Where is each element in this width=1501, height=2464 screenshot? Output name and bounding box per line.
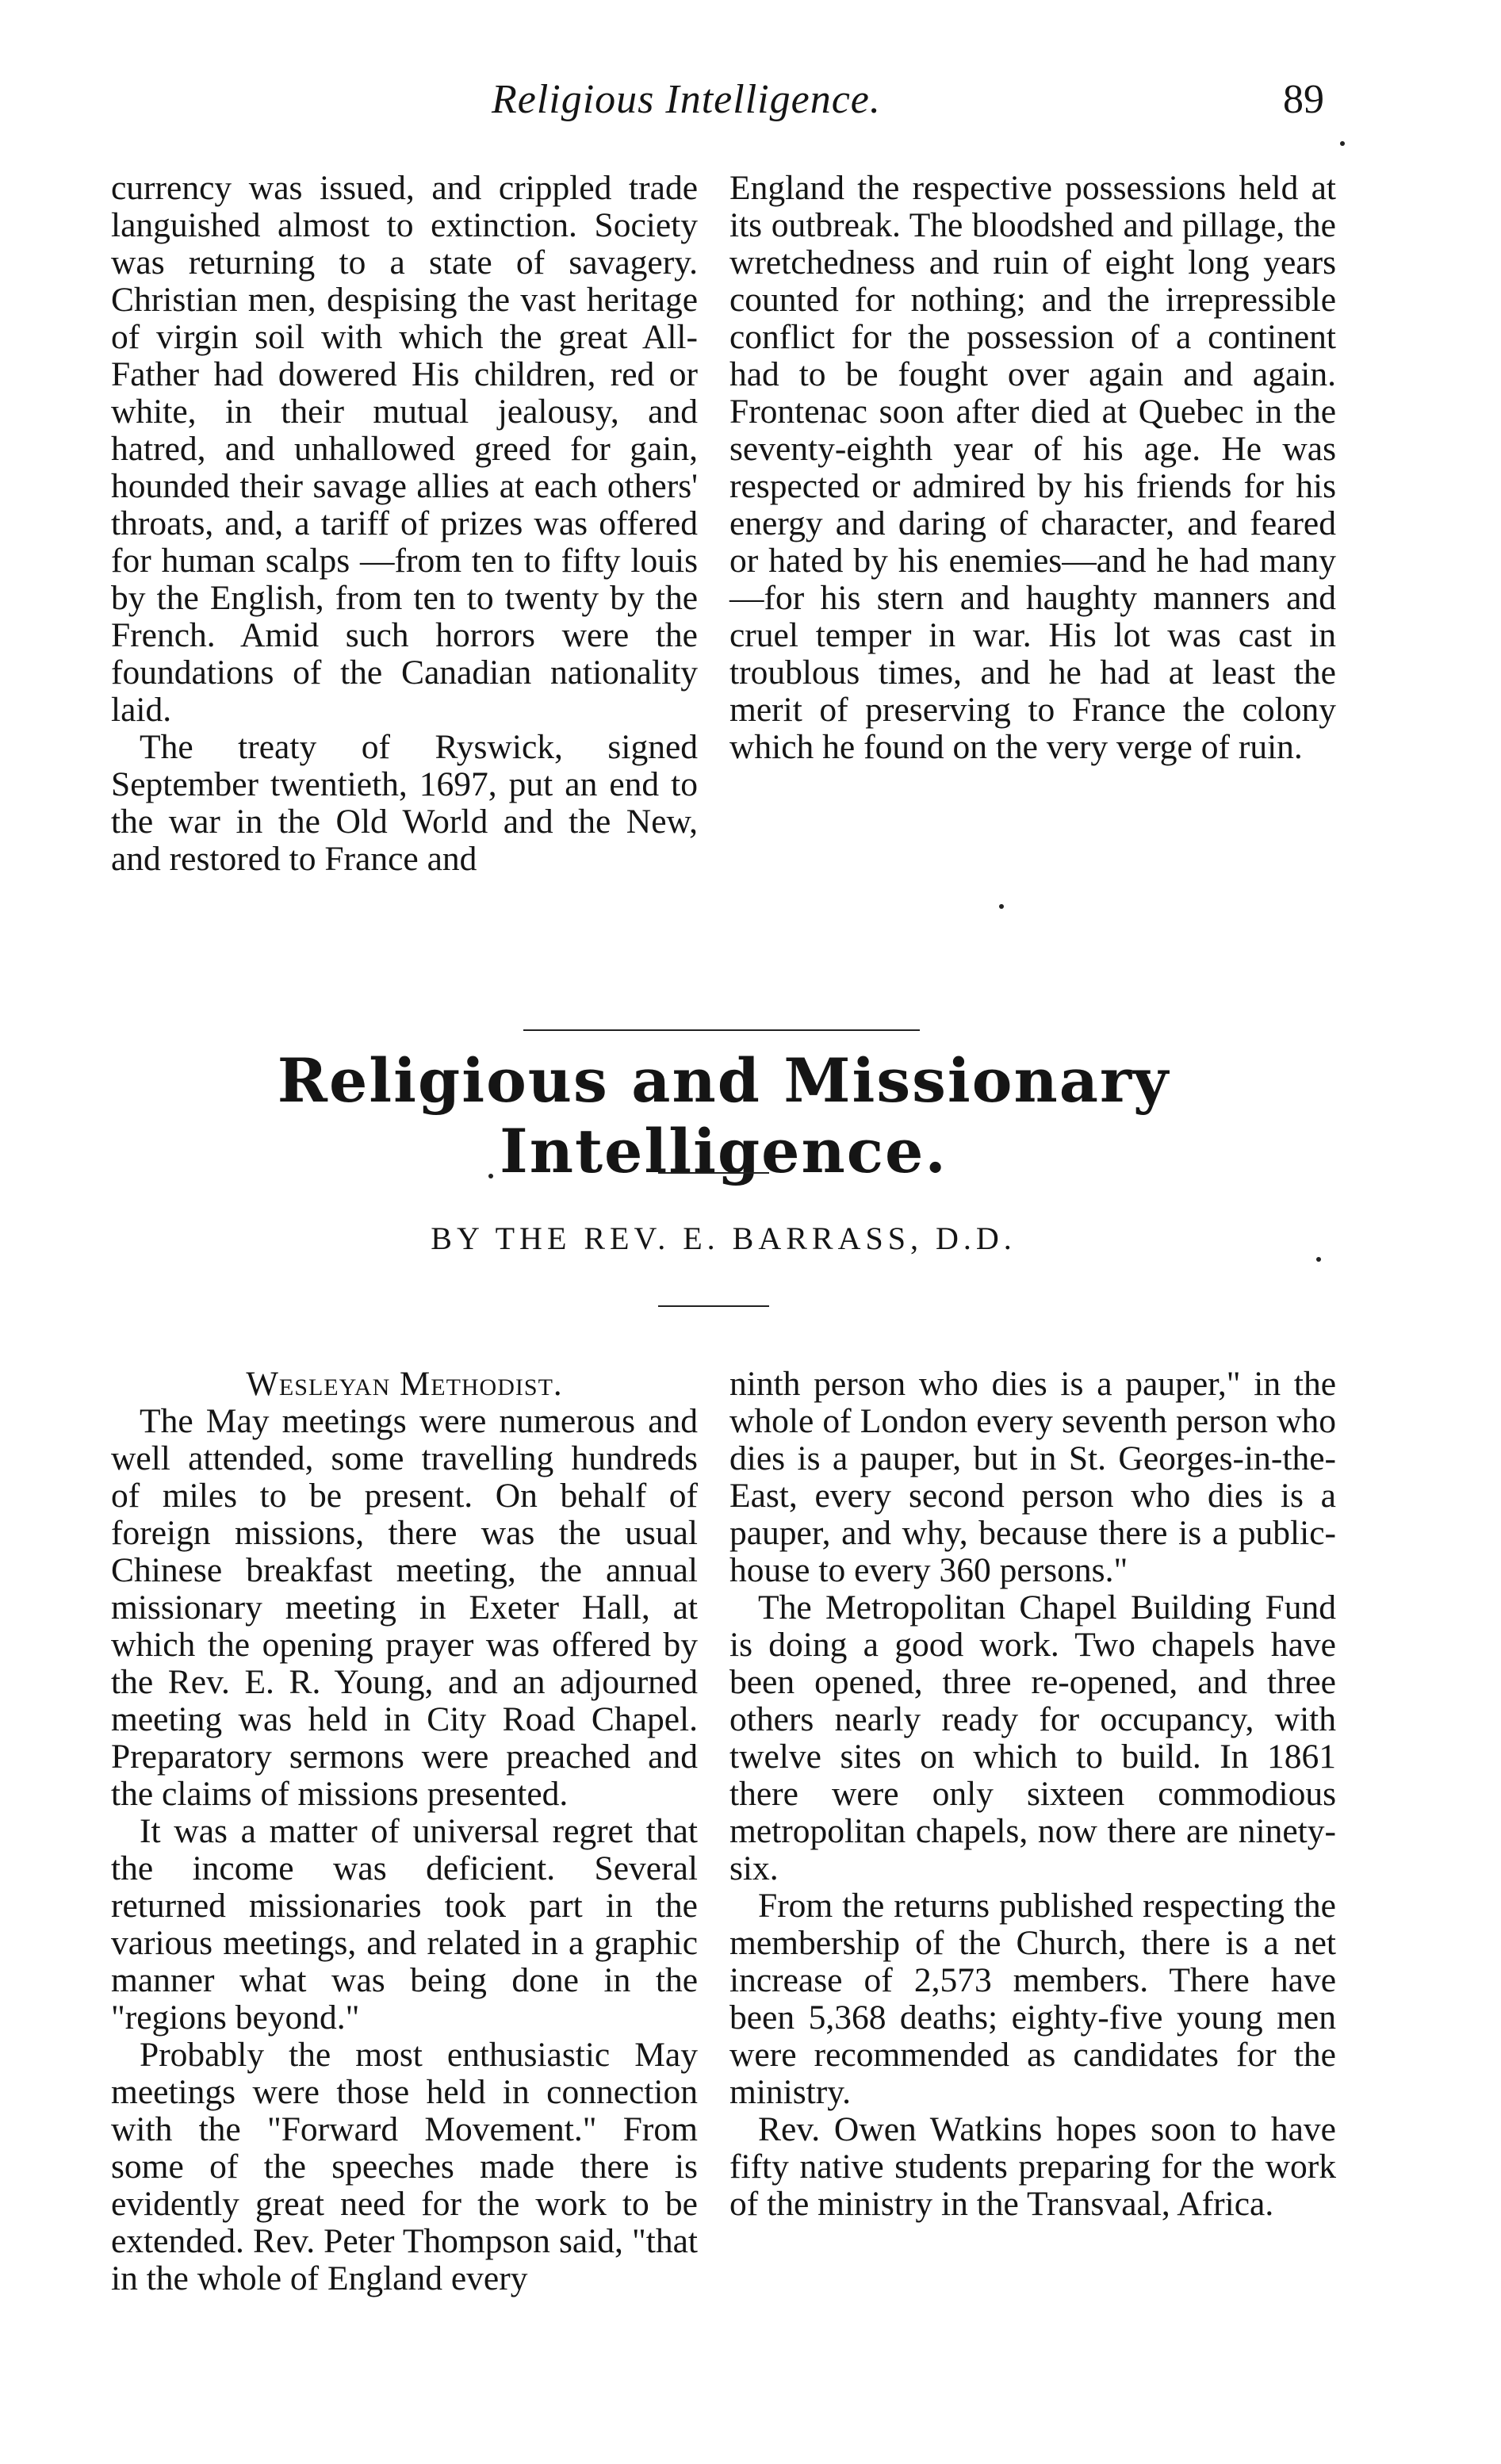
print-speck [488,1174,493,1178]
running-title: Religious Intelligence. [492,77,881,122]
subsection-heading: Wesleyan Methodist. [246,1366,563,1403]
top-right-column [729,170,1336,766]
paragraph: The treaty of Ryswick, signed September twentieth, 1697, put an end to the war in the Old World and the New, and restored to France and [111,728,698,878]
bottom-right-column [729,1366,1336,2223]
print-speck [999,904,1004,909]
section-divider-rule [523,1029,920,1031]
paragraph: Probably the most enthusiastic May meetings were those held in connection with the "Forward Movement." From some of the speeches made there is evidently great need for the work to be extended. Rev. Peter Thompson said, "that in the whole of England every [111,2036,698,2297]
section-heading: Religious and Missionary Intelligence. [277,1045,1170,1186]
paragraph: From the returns published respecting the membership of the Church, there is a net increase of 2,573 members. There have been 5,368 deaths; eighty-five young men were recommended as candidates for the ministry. [729,1887,1336,2111]
byline-rule [658,1305,769,1307]
paragraph: The May meetings were numerous and well attended, some travelling hundreds of miles to be present. On behalf of foreign missions, there was the usual Chinese breakfast meeting, the annual missionary meeting in Exeter Hall, at which the opening prayer was offered by the Rev. E. R. Young, and an adjourned meeting was held in City Road Chapel. Preparatory sermons were preached and the claims of missions presented. [111,1402,698,1813]
print-speck [1340,141,1345,146]
top-left-column [111,170,698,878]
paragraph: England the respective possessions held at its outbreak. The bloodshed and pillage, the wretchedness and ruin of eight long years counted for nothing; and the irrepressible conflict for the possession of a continent had to be fought over again and again. Frontenac soon after died at Quebec in the seventy-eighth year of his age. He was respected or admired by his friends for his energy and daring of character, and feared or hated by his enemies—and he had many—for his stern and haughty manners and cruel temper in war. His lot was cast in troublous times, and he had at least the merit of preserving to France the colony which he found on the very verge of ruin. [729,169,1336,766]
heading-rule [658,1172,769,1174]
paragraph: currency was issued, and crippled trade languished almost to extinction. Society was returning to a state of savagery. Christian men, despising the vast heritage of virgin soil with which the great All-Father had dowered His children, red or white, in their mutual jealousy, and hatred, and unhallowed greed for gain, hounded their savage allies at each others' throats, and, a tariff of prizes was offered for human scalps —from ten to fifty louis by the English, from ten to twenty by the French. Amid such horrors were the foundations of the Canadian nationality laid. [111,169,698,729]
page-number: 89 [1283,77,1324,122]
paragraph: It was a matter of universal regret that the income was deficient. Several returned missionaries took part in the various meetings, and related in a graphic manner what was being done in the "regions beyond." [111,1812,698,2037]
paragraph: The Metropolitan Chapel Building Fund is doing a good work. Two chapels have been opened, three re-opened, and three others nearly ready for occupancy, with twelve sites on which to build. In 1861 there were only sixteen commodious metropolitan chapels, now there are ninety-six. [729,1588,1336,1887]
paragraph: ninth person who dies is a pauper," in the whole of London every seventh person who dies is a pauper, but in St. Georges-in-the-East, every second person who dies is a pauper, and why, because there is a public-house to every 360 persons." [729,1365,1336,1589]
byline: BY THE REV. E. BARRASS, D.D. [431,1221,1017,1256]
paragraph: Rev. Owen Watkins hopes soon to have fifty native students preparing for the work of the ministry in the Transvaal, Africa. [729,2110,1336,2223]
print-speck [1316,1257,1321,1262]
running-head [0,76,1501,140]
bottom-left-column [111,1366,698,2297]
